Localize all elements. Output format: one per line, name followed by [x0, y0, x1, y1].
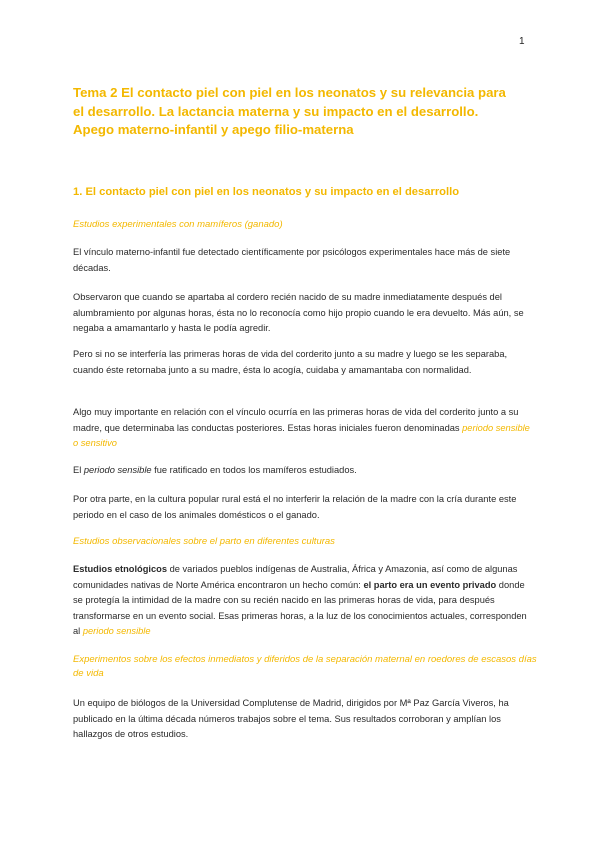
highlight-sensitive-period: periodo sensible o sensitivo: [73, 422, 530, 449]
paragraph-4-text: Algo muy importante en relación con el vínculo ocurría en las primeras horas de vida del corderito junto a su madre, que determinaba las conductas posteriores. Estas horas iniciales fueron denominadas: [73, 407, 519, 433]
paragraph-5: [73, 463, 531, 479]
paragraph-5-italic: periodo sensible: [83, 465, 152, 475]
paragraph-3: Pero si no se interfería las primeras horas de vida del corderito junto a su madre y luego se les separaba, cuando éste retornaba junto a su madre, ésta lo acogía, cuidaba y amamantaba con normalidad.: [73, 349, 508, 375]
page-number: 1: [519, 36, 525, 47]
paragraph-5-pre: El: [73, 465, 84, 475]
paragraph-2: Observaron que cuando se apartaba al cordero recién nacido de su madre inmediatamente después del alumbramiento por algunas horas, ésta no lo reconocía como hijo propio cuando le era devuelto. Más aún, se negaba a amamantarlo y hasta le podía agredir.: [73, 292, 524, 334]
paragraph-8: Un equipo de biólogos de la Universidad Complutense de Madrid, dirigidos por Mª Paz García Viveros, ha publicado en la última década números trabajos sobre el tema. Sus resultados corroboran y amplían los hallazgos de otros estudios.: [73, 698, 509, 740]
subheading-observational-studies: Estudios observacionales sobre el parto en diferentes culturas: [73, 536, 335, 547]
subheading-experimental-studies: Estudios experimentales con mamíferos (ganado): [73, 219, 283, 230]
bold-ethnological-studies: Estudios etnológicos: [73, 564, 168, 574]
paragraph-5-post: fue ratificado en todos los mamíferos estudiados.: [151, 465, 357, 475]
document-title: Tema 2 El contacto piel con piel en los neonatos y su relevancia para el desarrollo. La lactancia materna y su impacto en el desarrollo. Apego materno-infantil y apego filio-materna: [73, 85, 506, 137]
subheading-rodent-experiments: Experimentos sobre los efectos inmediatos y diferidos de la separación maternal en roedores de escasos días de vida: [73, 654, 537, 679]
paragraph-7: [73, 562, 531, 640]
paragraph-1: El vínculo materno-infantil fue detectado científicamente por psicólogos experimentales hace más de siete décadas.: [73, 247, 511, 273]
paragraph-4: [73, 405, 531, 452]
bold-private-birth: el parto era un evento privado: [363, 579, 497, 590]
paragraph-7-text-1: de variados pueblos indígenas de Australia, África y Amazonia, así como de algunas comunidades nativas de Norte América encontraron un hecho común:: [73, 564, 518, 590]
highlight-sensitive-period-2: periodo sensible: [82, 626, 151, 637]
section-heading-1: 1. El contacto piel con piel en los neonatos y su impacto en el desarrollo: [73, 186, 460, 198]
paragraph-6: Por otra parte, en la cultura popular rural está el no interferir la relación de la madre con la cría durante este periodo en el caso de los animales domésticos o el ganado.: [73, 494, 517, 520]
paragraph-7-text-2: donde se protegía la intimidad de la madre con su recién nacido en las primeras horas de vida, para después transformarse en un evento social. Esas primeras horas, a la luz de los conocimientos actuales, corresponden al: [73, 579, 527, 637]
